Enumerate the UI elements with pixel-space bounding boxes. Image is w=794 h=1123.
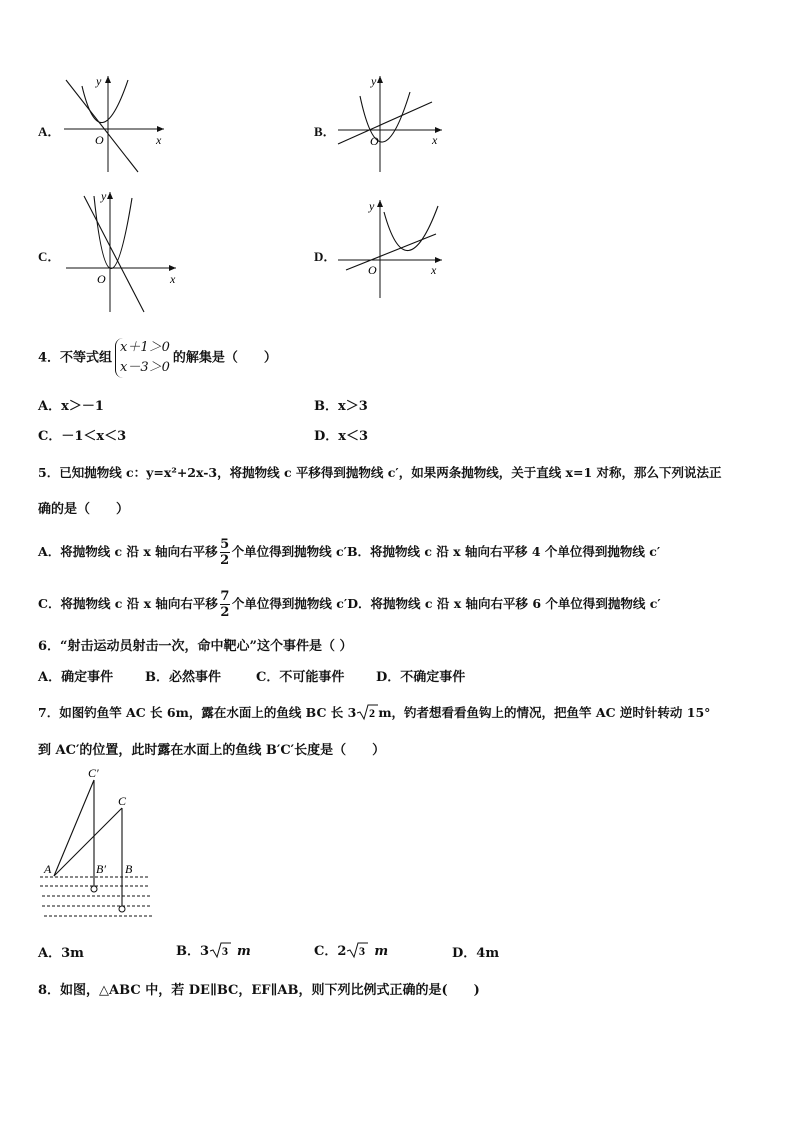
q7-option-a: A．3m: [38, 946, 84, 961]
q4-option-a: A．x＞－1: [38, 399, 104, 414]
q5-option-d: D．将抛物线 c 沿 x 轴向右平移 6 个单位得到抛物线 c′: [347, 596, 661, 611]
q7-figure: [36, 762, 160, 922]
q7-label-b-prime: B′: [96, 862, 106, 876]
q5-options-cd: [38, 590, 661, 619]
q3-graph-b: [334, 72, 446, 174]
q3b-x-label: x: [432, 133, 438, 147]
q7-option-b-unit: m: [237, 944, 251, 959]
q5-option-a-post: 个单位得到抛物线 c′: [231, 544, 347, 559]
q6-option-a: A．确定事件: [38, 670, 114, 685]
q7-radicand-2: 2: [369, 706, 376, 720]
q6-stem: 6．“射击运动员射击一次，命中靶心”这个事件是（ ）: [38, 639, 353, 654]
q7-sqrt-2: [356, 703, 378, 724]
q5-option-a-num: 5: [220, 537, 230, 552]
q4-option-d: D．x＜3: [314, 429, 369, 444]
q5-option-a-den: 2: [220, 553, 230, 568]
q7-stem-line1: [38, 703, 710, 724]
q7-option-b-radicand: 3: [222, 943, 229, 958]
q7-option-b: [176, 940, 251, 963]
q7-label-b: B: [125, 862, 133, 876]
q3-option-b-label: B．: [314, 124, 336, 139]
q3-graph-c: [58, 188, 182, 314]
q5-stem-line2: 确的是（ ）: [38, 502, 130, 517]
q7-stem-line2: 到 AC′的位置，此时露在水面上的鱼线 B′C′长度是（ ）: [38, 743, 386, 758]
q3c-y-label: y: [101, 189, 107, 203]
q6-option-b: B．必然事件: [145, 670, 221, 685]
q6-option-c: C．不可能事件: [256, 670, 345, 685]
q5-option-a-pre: A．将抛物线 c 沿 x 轴向右平移: [38, 544, 218, 559]
q3b-y-label: y: [371, 74, 377, 88]
q5-stem-line1: 5．已知抛物线 c：y=x²+2x-3，将抛物线 c 平移得到抛物线 c′，如果两条抛物线，关于直线 x=1 对称，那么下列说法正: [38, 465, 722, 480]
q5-option-c-num: 7: [220, 589, 230, 604]
q3a-y-label: y: [96, 74, 102, 88]
q7-option-b-pre: B．3: [176, 944, 210, 959]
q7-stem-part1: 7．如图钓鱼竿 AC 长 6m，露在水面上的鱼线 BC 长 3: [38, 705, 357, 720]
q5-option-c-post: 个单位得到抛物线 c′: [231, 596, 348, 611]
q4-option-b: B．x＞3: [314, 399, 368, 414]
q7-stem-part2: m，钓者想看看鱼钩上的情况，把鱼竿 AC 逆时针转动 15°: [378, 705, 711, 720]
q3a-origin-label: O: [95, 133, 104, 147]
q5-option-b: B．将抛物线 c 沿 x 轴向右平移 4 个单位得到抛物线 c′: [346, 544, 661, 559]
q3-graph-d: [334, 196, 446, 300]
q3-option-d-label: D．: [314, 249, 337, 264]
q5-option-c-den: 2: [220, 605, 230, 620]
q4-option-c: C．－1＜x＜3: [38, 429, 127, 444]
q5-option-c-fraction: [220, 590, 230, 619]
q7-label-c-prime: C′: [88, 766, 99, 780]
q3b-origin-label: O: [370, 134, 379, 148]
q4-sys-line2: x－3＞0: [120, 360, 170, 375]
q3d-origin-label: O: [368, 263, 377, 277]
q7-option-c-unit: m: [374, 944, 389, 959]
q6-option-d: D．不确定事件: [376, 670, 466, 685]
q4-inequality-system: [115, 338, 170, 378]
q4-sys-line1: x＋1＞0: [120, 340, 170, 355]
q7-label-a: A: [44, 862, 52, 876]
q5-option-c-pre: C．将抛物线 c 沿 x 轴向右平移: [38, 596, 218, 611]
q8-stem: 8．如图，△ABC 中，若 DE∥BC，EF∥AB，则下列比例式正确的是( ): [38, 983, 480, 998]
q7-option-c-radicand: 3: [359, 943, 366, 958]
q7-option-c: [314, 940, 388, 963]
q3-option-a-label: A．: [38, 124, 61, 139]
q3d-x-label: x: [431, 263, 437, 277]
q4-stem-prefix: 4．不等式组: [38, 350, 113, 366]
q3-graph-a: [58, 72, 170, 174]
q7-option-c-pre: C．2: [314, 944, 347, 959]
q3-option-c-label: C．: [38, 249, 61, 264]
q3c-origin-label: O: [97, 272, 106, 286]
q5-options-ab: [38, 538, 660, 567]
q3c-x-label: x: [170, 272, 176, 286]
q4-stem-suffix: 的解集是（ ）: [172, 350, 277, 366]
q3d-y-label: y: [369, 199, 375, 213]
q3a-x-label: x: [156, 133, 162, 147]
q7-label-c: C: [118, 794, 127, 808]
q7-option-d: D．4m: [452, 946, 500, 961]
q4-stem: [38, 338, 277, 378]
q5-option-a-fraction: [220, 538, 230, 567]
